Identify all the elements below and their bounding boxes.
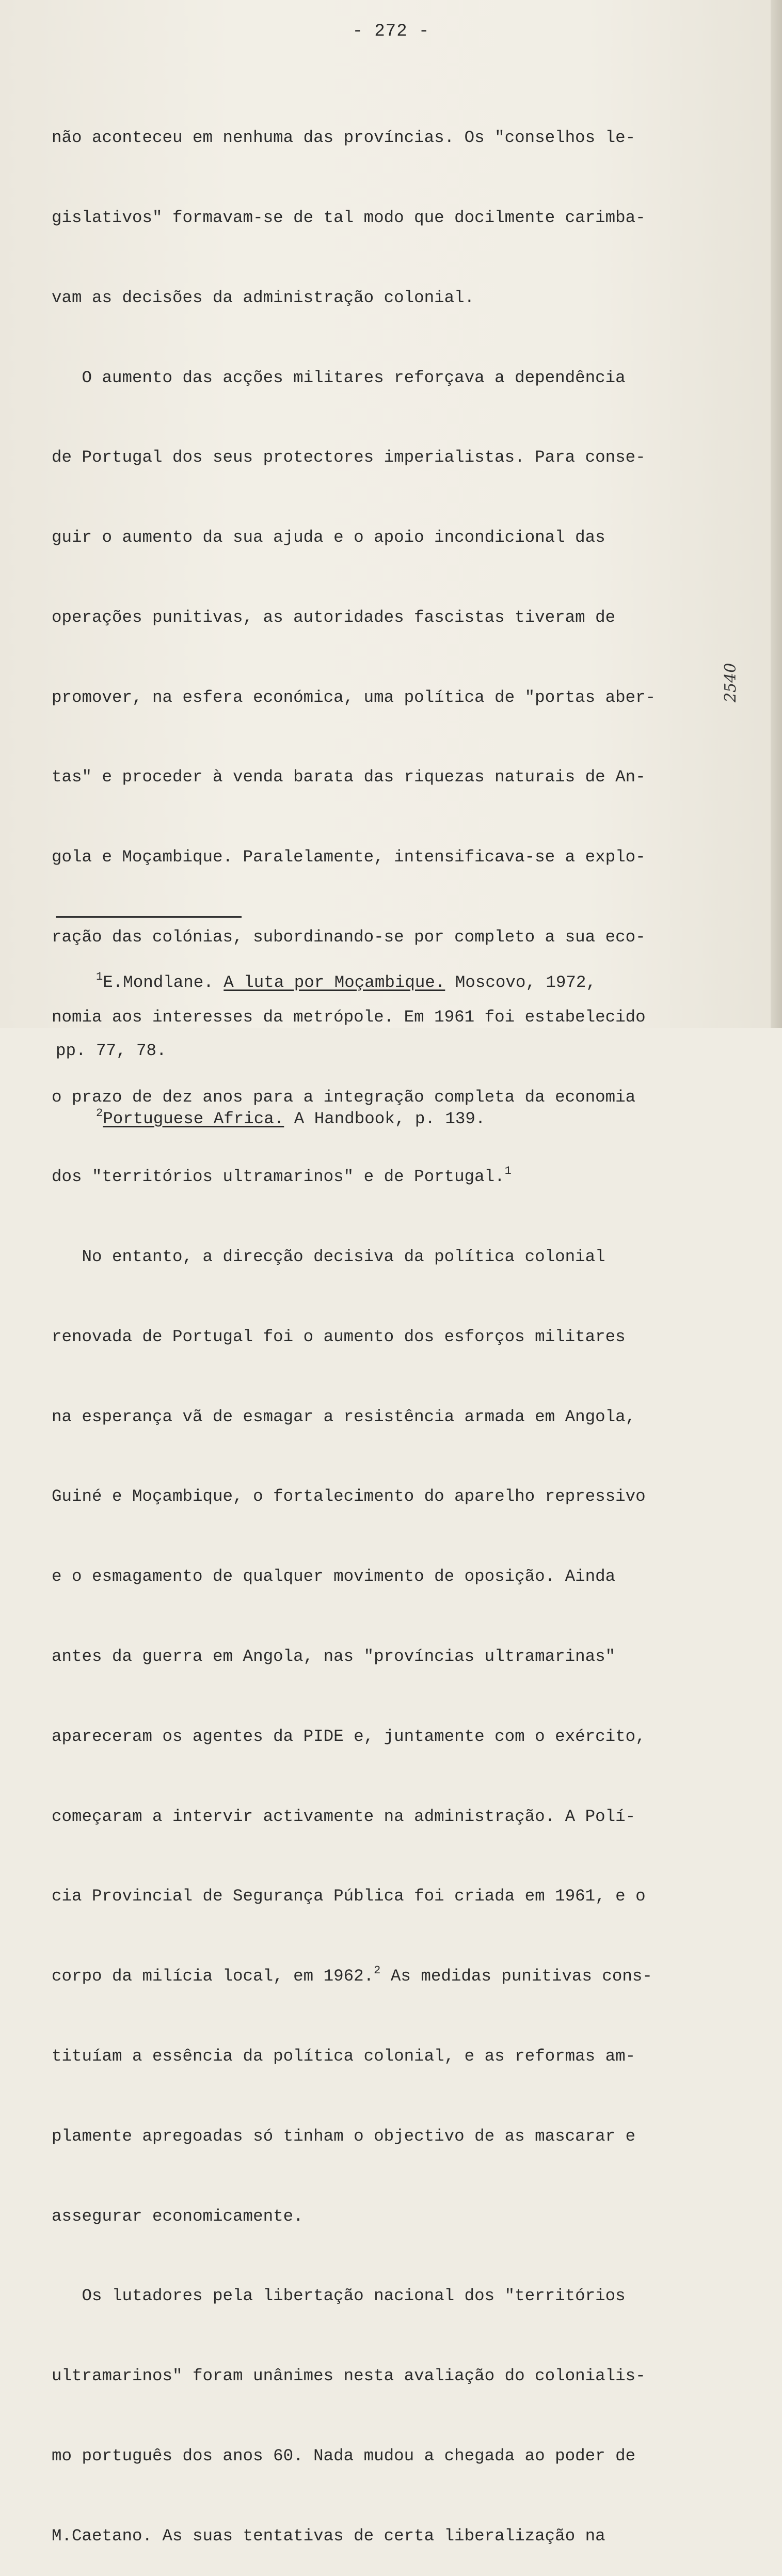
- footnote-2: [56, 1108, 696, 1130]
- text-line: operações punitivas, as autoridades fascistas tiveram de: [52, 607, 616, 627]
- footnote-1-rest: Moscovo, 1972,: [445, 973, 596, 992]
- text-line: na esperança vã de esmagar a resistência armada em Angola,: [52, 1407, 636, 1426]
- line-text: dos "territórios ultramarinos" e de Portugal.: [52, 1167, 505, 1187]
- footnote-marker-1: 1: [504, 1165, 512, 1178]
- text-line: não aconteceu em nenhuma das províncias. Os "conselhos le-: [52, 128, 636, 148]
- text-line: plamente apregoadas só tinham o objectivo de as mascarar e: [52, 2126, 636, 2146]
- text-line: gola e Moçambique. Paralelamente, intensificava-se a explo-: [52, 847, 646, 867]
- handwritten-margin-note: 2540: [722, 663, 740, 702]
- text-line: No entanto, a direcção decisiva da política colonial: [52, 1247, 605, 1267]
- text-line: O aumento das acções militares reforçava a dependência: [52, 368, 626, 387]
- footnote-2-title: Portuguese Africa.: [103, 1109, 284, 1128]
- text-line-with-footnote: [52, 1164, 707, 1190]
- body-text: [52, 71, 707, 2576]
- text-line: guir o aumento da sua ajuda e o apoio incondicional das: [52, 528, 605, 547]
- text-line: renovada de Portugal foi o aumento dos esforços militares: [52, 1327, 626, 1346]
- text-line: Guiné e Moçambique, o fortalecimento do aparelho repressivo: [52, 1487, 646, 1506]
- text-line: promover, na esfera económica, uma política de "portas aber-: [52, 687, 656, 707]
- footnote-1-author: E.Mondlane.: [103, 973, 224, 992]
- text-line: nomia aos interesses da metrópole. Em 1961 foi estabelecido: [52, 1007, 646, 1027]
- footnote-1-line-2: pp. 77, 78.: [56, 1041, 167, 1060]
- footnote-1-title: A luta por Moçambique.: [224, 973, 445, 992]
- text-line: antes da guerra em Angola, nas "províncias ultramarinas": [52, 1647, 616, 1667]
- footnote-1: [56, 971, 696, 994]
- text-line: tituíam a essência da política colonial, e as reformas am-: [52, 2046, 636, 2066]
- text-line: gislativos" formavam-se de tal modo que docilmente carimba-: [52, 208, 646, 227]
- text-line: tas" e proceder à venda barata das riquezas naturais de An-: [52, 767, 646, 787]
- text-line: cia Provincial de Segurança Pública foi criada em 1961, e o: [52, 1887, 646, 1906]
- line-text: corpo da milícia local, em 1962.: [52, 1967, 374, 1986]
- text-line: mo português dos anos 60. Nada mudou a chegada ao poder de: [52, 2446, 636, 2465]
- text-line: ultramarinos" foram unânimes nesta avaliação do colonialis-: [52, 2366, 646, 2386]
- footnote-marker-2: 2: [374, 1964, 381, 1977]
- footnote-divider: [56, 916, 242, 918]
- page-number: - 272 -: [352, 22, 430, 41]
- footnote-1-mark: 1: [96, 970, 103, 983]
- page-edge-shadow: [771, 0, 782, 1028]
- text-line: de Portugal dos seus protectores imperialistas. Para conse-: [52, 448, 646, 467]
- text-line-with-footnote: [52, 1963, 707, 1990]
- text-line: começaram a intervir activamente na administração. A Polí-: [52, 1807, 636, 1826]
- text-line: Os lutadores pela libertação nacional dos "territórios: [52, 2286, 626, 2306]
- text-line: e o esmagamento de qualquer movimento de oposição. Ainda: [52, 1567, 616, 1587]
- line-text-continued: As medidas punitivas cons-: [380, 1967, 652, 1986]
- text-line: apareceram os agentes da PIDE e, juntamente com o exército,: [52, 1726, 646, 1746]
- text-line: M.Caetano. As suas tentativas de certa liberalização na: [52, 2526, 605, 2546]
- text-line: ração das colónias, subordinando-se por completo a sua eco-: [52, 928, 646, 947]
- text-line: o prazo de dez anos para a integração completa da economia: [52, 1087, 636, 1107]
- footnote-2-rest: A Handbook, p. 139.: [284, 1109, 486, 1128]
- text-line: vam as decisões da administração colonial.: [52, 288, 475, 307]
- text-line: assegurar economicamente.: [52, 2206, 304, 2226]
- footnotes: [56, 926, 696, 1153]
- footnote-2-mark: 2: [96, 1107, 103, 1120]
